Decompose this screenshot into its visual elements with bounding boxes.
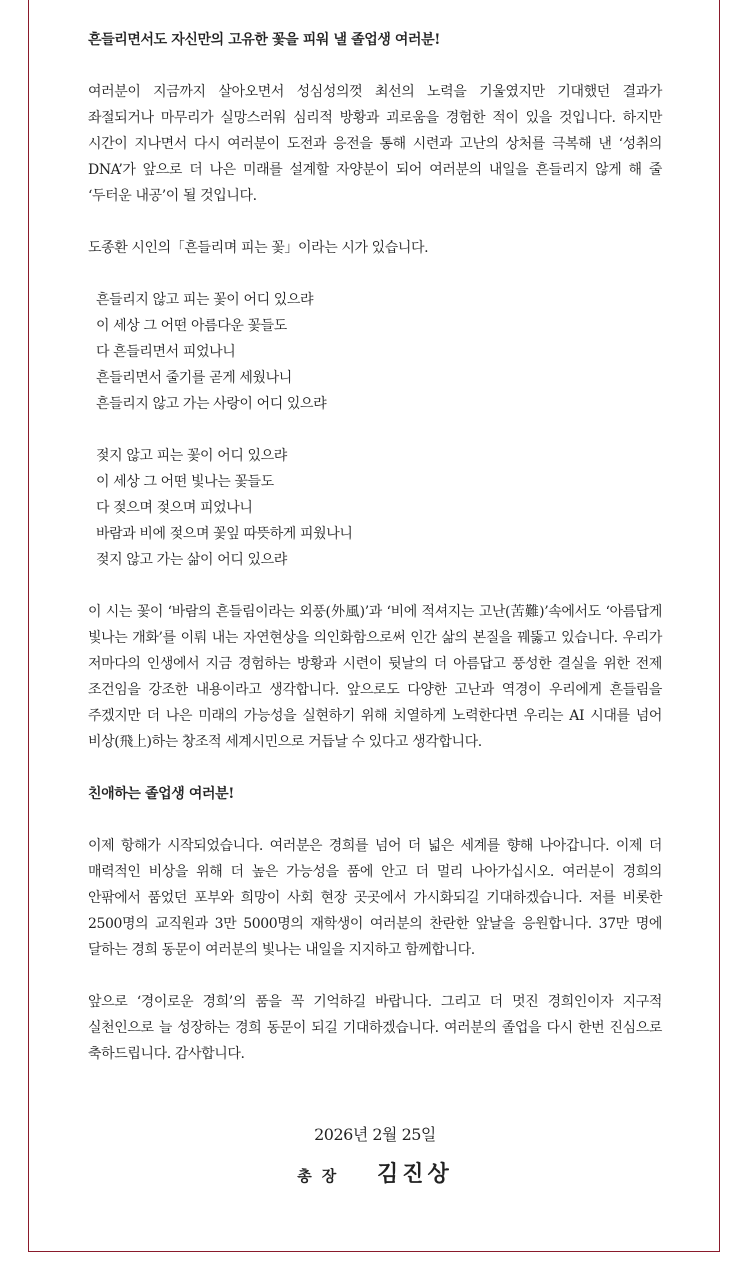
poem-line: 다 흔들리면서 피었나니 (96, 344, 236, 360)
paragraph-poem-intro: 도종환 시인의「흔들리며 피는 꽃」이라는 시가 있습니다. (88, 240, 429, 256)
poem-line: 이 세상 그 어떤 아름다운 꽃들도 (96, 318, 287, 334)
poem-stanza-2 (96, 443, 662, 573)
greeting-heading: 흔들리면서도 자신만의 고유한 꽃을 피워 낼 졸업생 여러분! (88, 32, 441, 48)
poem-line: 바람과 비에 젖으며 꽃잎 따뜻하게 피웠나니 (96, 526, 353, 542)
paragraph-closing: 앞으로 ‘경이로운 경희’의 품을 꼭 기억하길 바랍니다. 그리고 더 멋진 경희인이자 지구적 실천인으로 늘 성장하는 경희 동문이 되길 기대하겠습니다. 여러분의 졸업을 다시 한번 진심으로 축하드립니다. 감사합니다. (88, 994, 662, 1062)
dear-graduates-heading: 친애하는 졸업생 여러분! (88, 786, 234, 802)
paragraph-poem-meaning: 이 시는 꽃이 ‘바람의 흔들림이라는 외풍(外風)’과 ‘비에 적셔지는 고난(苦難)’속에서도 ‘아름답게 빛나는 개화’를 이뤄 내는 자연현상을 의인화함으로써 인간 삶의 본질을 꿰뚫고 있습니다. 우리가 저마다의 인생에서 지금 경험하는 방황과 시련이 뒷날의 더 아름답고 풍성한 결실을 위한 전제 조건임을 강조한 내용이라고 생각합니다. 앞으로도 다양한 고난과 역경이 우리에게 흔들림을 주겠지만 더 나은 미래의 가능성을 실현하기 위해 치열하게 노력한다면 우리는 AI 시대를 넘어 비상(飛上)하는 창조적 세계시민으로 거듭날 수 있다고 생각합니다. (88, 604, 662, 750)
signer-name: 김진상 (377, 1162, 453, 1187)
paragraph-intro: 여러분이 지금까지 살아오면서 성심성의껏 최선의 노력을 기울였지만 기대했던 결과가 좌절되거나 마무리가 실망스러워 심리적 방황과 괴로움을 경험한 적이 있을 것입니다. 하지만 시간이 지나면서 다시 여러분이 도전과 응전을 통해 시련과 고난의 상처를 극복해 낸 ‘성취의 DNA’가 앞으로 더 나은 미래를 설계할 자양분이 되어 여러분의 내일을 흔들리지 않게 해 줄 ‘두터운 내공’이 될 것입니다. (88, 84, 662, 204)
letter-body (88, 27, 662, 1093)
paragraph-voyage: 이제 항해가 시작되었습니다. 여러분은 경희를 넘어 더 넓은 세계를 향해 나아갑니다. 이제 더 매력적인 비상을 위해 더 높은 가능성을 품에 안고 더 멀리 나아가십시오. 여러분이 경희의 안팎에서 품었던 포부와 희망이 사회 현장 곳곳에서 가시화되길 기대하겠습니다. 저를 비롯한 2500명의 교직원과 3만 5000명의 재학생이 여러분의 찬란한 앞날을 응원합니다. 37만 명에 달하는 경희 동문이 여러분의 빛나는 내일을 지지하고 함께합니다. (88, 838, 662, 958)
poem-line: 흔들리지 않고 가는 사랑이 어디 있으랴 (96, 396, 327, 412)
letter-date: 2026년 2월 25일 (314, 1125, 436, 1144)
poem-line: 이 세상 그 어떤 빛나는 꽃들도 (96, 474, 274, 490)
signer-title: 총장 (297, 1167, 347, 1185)
poem-line: 젖지 않고 피는 꽃이 어디 있으랴 (96, 448, 287, 464)
poem-stanza-1 (96, 287, 662, 417)
poem-line: 다 젖으며 젖으며 피었나니 (96, 500, 253, 516)
poem-line: 흔들리지 않고 피는 꽃이 어디 있으랴 (96, 292, 314, 308)
poem-line: 흔들리면서 줄기를 곧게 세웠나니 (96, 370, 292, 386)
poem-line: 젖지 않고 가는 삶이 어디 있으랴 (96, 552, 287, 568)
signature-block (0, 1157, 750, 1194)
